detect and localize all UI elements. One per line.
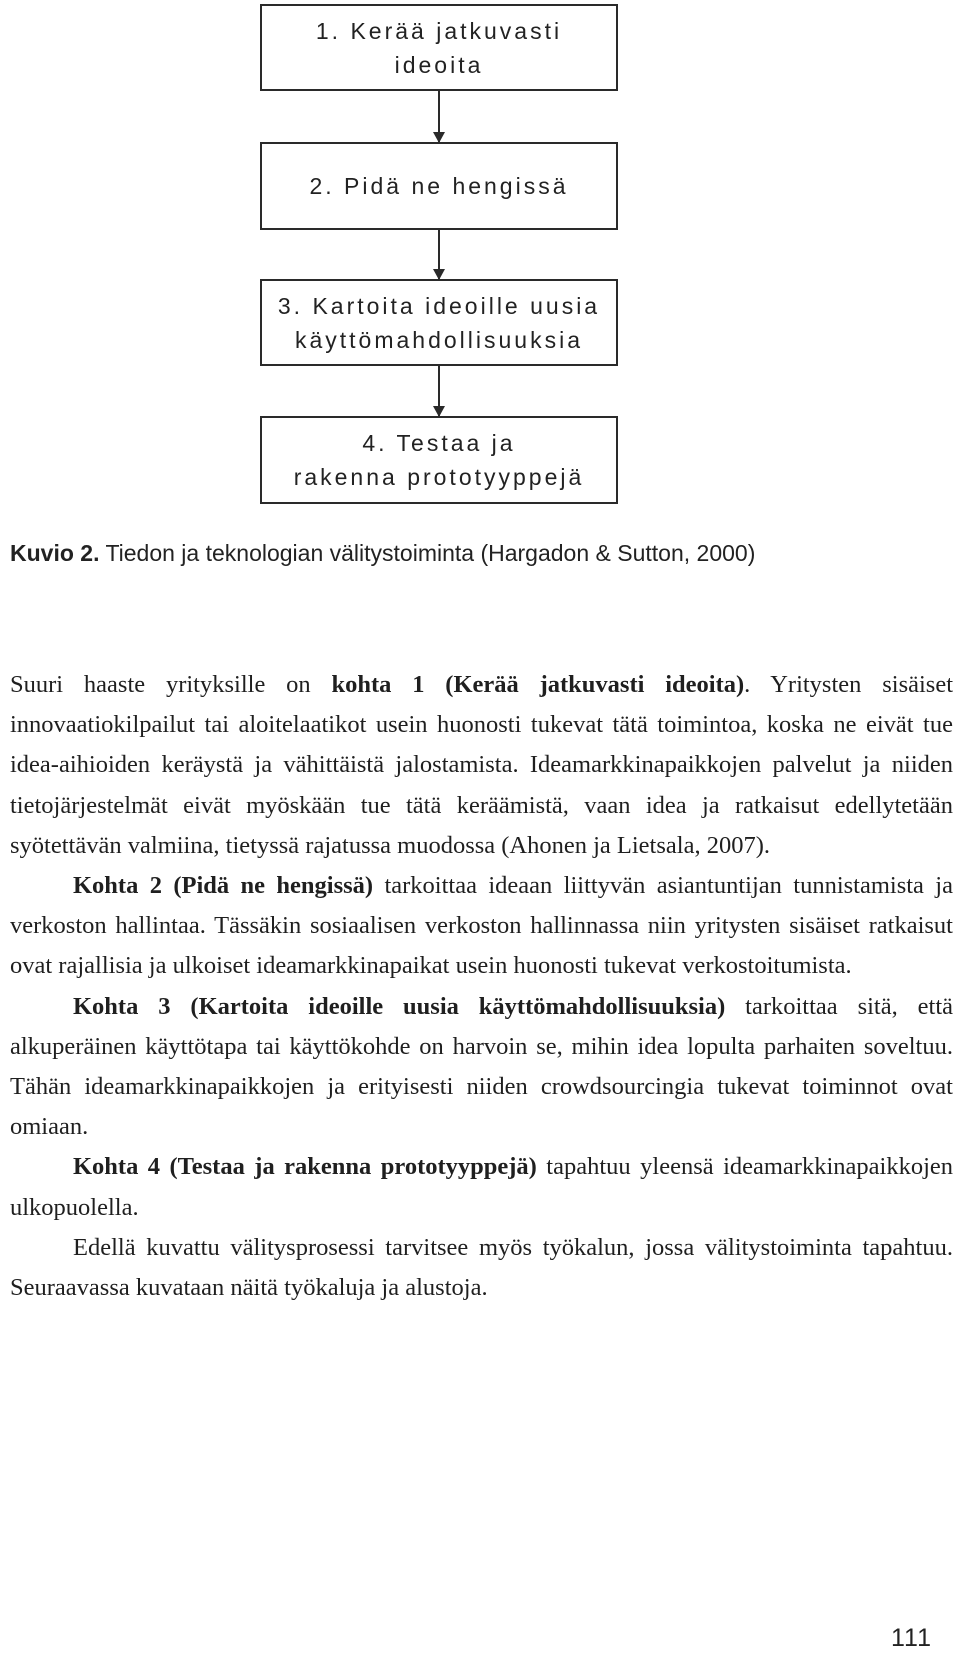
- paragraph-5: [10, 1228, 953, 1308]
- paragraph-2: [10, 866, 953, 987]
- paragraph-1-bold: kohta 1 (Kerää jatkuvasti ideoita): [331, 671, 745, 698]
- body-text: [10, 665, 953, 1308]
- paragraph-3-rest: tarkoittaa sitä, että alkuperäinen käyttötapa tai käyttökohde on harvoin se, mihin idea lopulta parhaiten soveltuu. Tähän ideamarkkinapaikkojen ja erityisesti niiden crowdsourcingia tukevat toiminnot ovat omiaan.: [10, 992, 953, 1141]
- flow-step-2: 2. Pidä ne hengissä: [260, 142, 618, 230]
- paragraph-3: [10, 987, 953, 1148]
- paragraph-2-rest: tarkoittaa ideaan liittyvän asiantuntijan tunnistamista ja verkoston hallintaa. Tässäkin sosiaalisen verkoston hallinnassa niin yritysten sisäiset ratkaisut ovat rajallisia ja ulkoiset ideamarkkinapaikat usein huonosti tukevat verkostoitumista.: [10, 872, 953, 980]
- flow-step-4: 4. Testaa ja rakenna prototyyppejä: [260, 416, 618, 504]
- flow-step-1: 1. Kerää jatkuvasti ideoita: [260, 4, 618, 91]
- paragraph-2-bold: Kohta 2 (Pidä ne hengissä): [73, 872, 374, 900]
- flow-arrow-3-4: [438, 366, 440, 416]
- flow-arrow-2-3: [438, 230, 440, 279]
- paragraph-4: [10, 1147, 953, 1227]
- page-number: 111: [890, 1624, 932, 1652]
- paragraph-1-intro: Suuri haaste yrityksille on: [10, 671, 332, 698]
- paragraph-1: [10, 665, 953, 866]
- figure-caption: [10, 540, 755, 567]
- paragraph-1-rest: . Yritysten sisäiset innovaatiokilpailut tai aloitelaatikot usein huonosti tukevat tätä toimintoa, koska ne eivät tue idea-aihioiden keräystä ja vähittäistä jalostamista. Ideamarkkinapaikkojen palvelut ja niiden tietojärjestelmät eivät myöskään tue tätä keräämistä, vaan idea ja ratkaisut edellytetään syötettävän valmiina, tietyssä rajatussa muodossa (Ahonen ja Lietsala, 2007).: [10, 671, 953, 859]
- paragraph-3-bold: Kohta 3 (Kartoita ideoille uusia käyttömahdollisuuksia): [73, 992, 726, 1020]
- caption-text: Tiedon ja teknologian välitystoiminta (Hargadon & Sutton, 2000): [99, 540, 756, 566]
- paragraph-5-text: Edellä kuvattu välitysprosessi tarvitsee myös työkalun, jossa välitystoiminta tapahtuu. Seuraavassa kuvataan näitä työkaluja ja alustoja.: [10, 1233, 953, 1302]
- paragraph-4-bold: Kohta 4 (Testaa ja rakenna prototyyppejä): [73, 1153, 537, 1181]
- paragraph-4-rest: tapahtuu yleensä ideamarkkinapaikkojen ulkopuolella.: [10, 1153, 954, 1221]
- caption-label: Kuvio 2.: [10, 540, 100, 566]
- flow-step-3: 3. Kartoita ideoille uusia käyttömahdollisuuksia: [260, 279, 618, 366]
- flow-arrow-1-2: [438, 91, 440, 142]
